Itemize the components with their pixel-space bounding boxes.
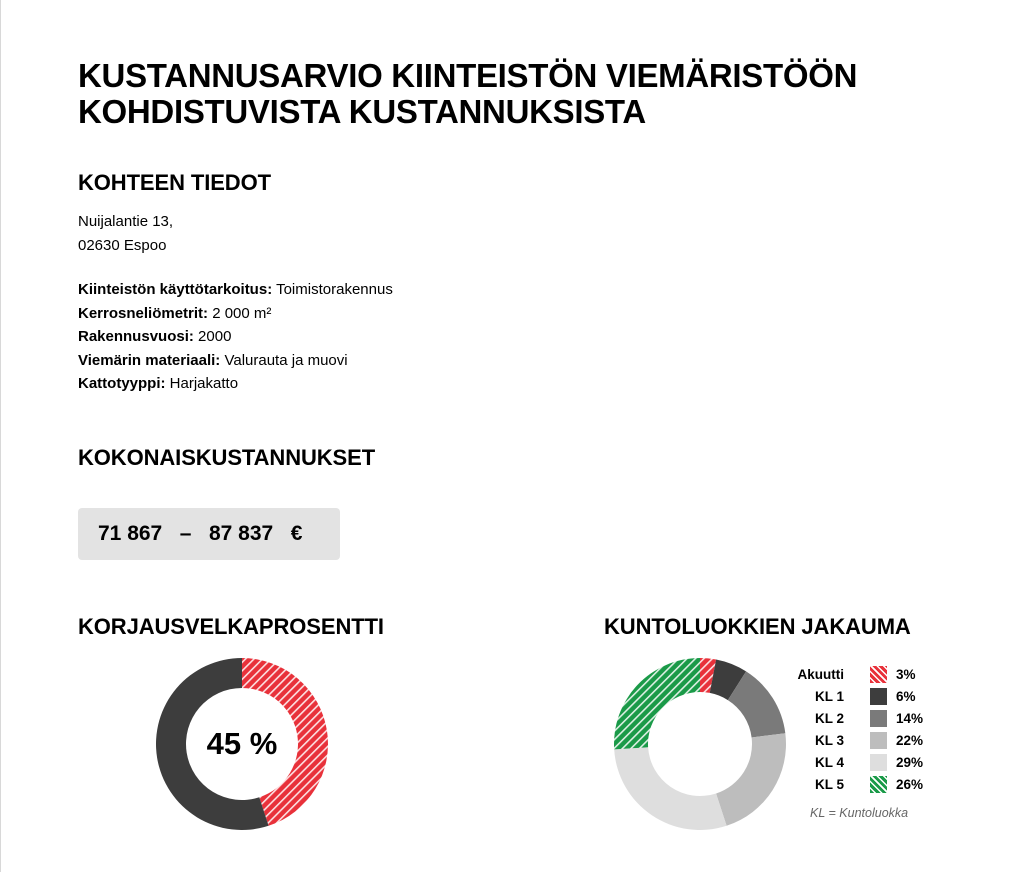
condition-donut [612, 656, 788, 832]
property-value: Harjakatto [169, 375, 239, 392]
total-min: 71 867 [98, 522, 163, 545]
legend-label: Akuutti [797, 667, 844, 682]
property-label: Viemärin materiaali: [78, 351, 221, 369]
legend-label: KL 3 [814, 733, 844, 748]
total-costs-heading: KOKONAISKUSTANNUKSET [78, 445, 376, 470]
legend-label: KL 1 [814, 689, 844, 704]
repair-debt-heading: KORJAUSVELKAPROSENTTI [78, 614, 384, 639]
slice-kl4 [614, 747, 726, 830]
property-row [78, 325, 393, 349]
property-row [78, 302, 393, 326]
repair-debt-chart [154, 656, 330, 832]
legend-swatch [870, 688, 887, 705]
legend-swatch [870, 732, 887, 749]
property-label: Rakennusvuosi: [78, 328, 194, 345]
property-list [78, 278, 393, 396]
page-border [0, 0, 1, 872]
legend-value: 14% [896, 711, 924, 726]
address-line-1: Nuijalantie 13, [78, 213, 174, 230]
legend-label: KL 4 [814, 755, 844, 770]
legend-value: 26% [896, 777, 924, 792]
property-label: Kattotyyppi: [78, 375, 166, 392]
total-separator: – [179, 522, 192, 545]
legend-swatch [870, 754, 887, 771]
title-line-2: KOHDISTUVISTA KUSTANNUKSISTA [78, 93, 646, 130]
page-title [78, 58, 978, 130]
property-label: Kerrosneliömetrit: [78, 304, 209, 322]
title-line-1: KUSTANNUSARVIO KIINTEISTÖN VIEMÄRISTÖÖN [78, 57, 858, 94]
address-line-2: 02630 Espoo [78, 237, 167, 254]
legend-value: 3% [896, 667, 916, 682]
legend-note: KL = Kuntoluokka [810, 806, 909, 820]
property-value: Toimistorakennus [276, 281, 393, 298]
property-label: Kiinteistön käyttötarkoitus: [78, 281, 273, 298]
total-max: 87 837 [208, 522, 274, 545]
total-currency: € [290, 522, 303, 545]
legend-value: 29% [896, 755, 924, 770]
total-costs-box [78, 508, 340, 560]
legend-value: 6% [896, 689, 916, 704]
property-value: Valurauta ja muovi [224, 351, 348, 369]
property-value: 2000 [198, 328, 232, 345]
property-row [78, 349, 393, 373]
condition-chart [612, 656, 788, 832]
legend-label: KL 5 [814, 777, 844, 792]
legend-label: KL 2 [814, 711, 844, 726]
property-value: 2 000 m² [212, 304, 272, 322]
slice-kl3 [716, 733, 786, 826]
repair-debt-value: 45 % [206, 726, 278, 761]
address [78, 210, 173, 258]
legend-swatch [870, 666, 887, 683]
slice-kl5 [614, 658, 700, 749]
property-row [78, 278, 393, 302]
condition-distribution-heading: KUNTOLUOKKIEN JAKAUMA [604, 614, 911, 639]
property-heading: KOHTEEN TIEDOT [78, 170, 271, 195]
legend-swatch [870, 776, 887, 793]
legend-swatch [870, 710, 887, 727]
legend-value: 22% [896, 733, 924, 748]
property-row [78, 372, 393, 396]
